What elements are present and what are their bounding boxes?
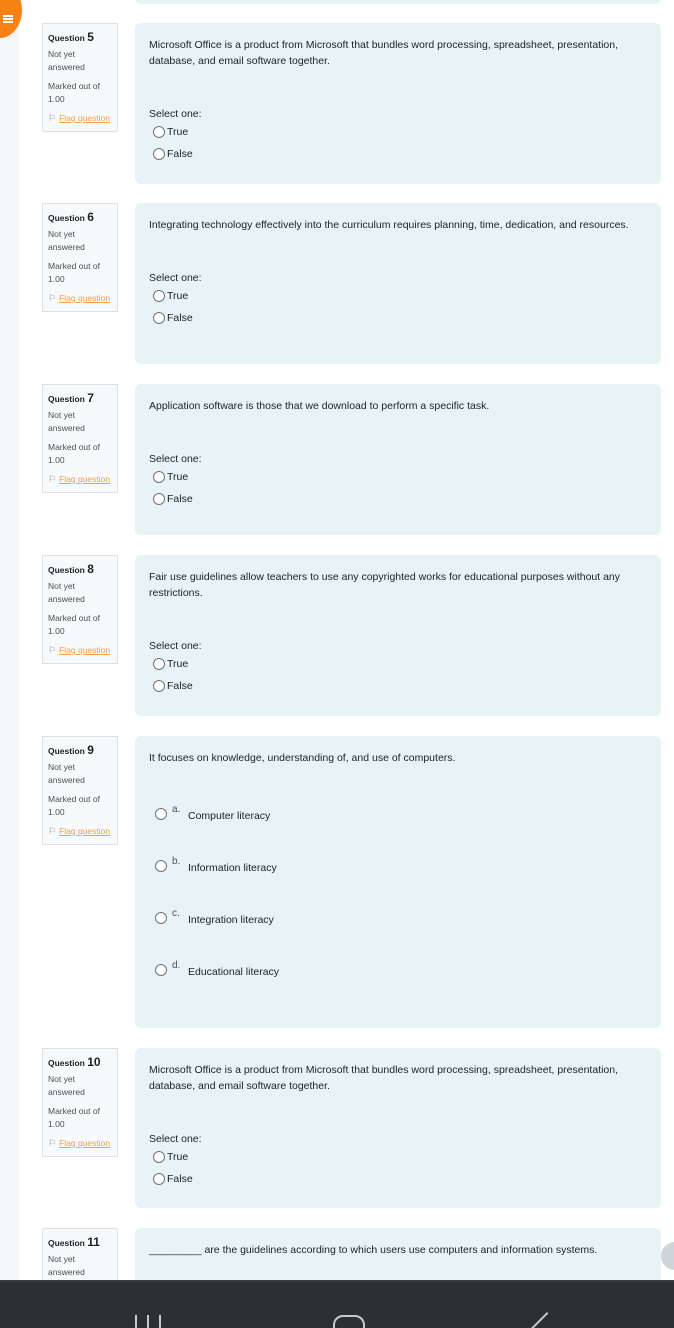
android-navigation-bar	[0, 1280, 674, 1328]
flag-question-link[interactable]: ⚐ Flag question	[48, 474, 111, 484]
flag-question-link[interactable]: ⚐ Flag question	[48, 1138, 111, 1148]
question-text: Application software is those that we download to perform a specific task.	[149, 400, 490, 412]
option-d[interactable]: d. Educational literacy	[155, 960, 647, 1012]
question-info	[42, 736, 118, 845]
radio-button[interactable]	[153, 680, 165, 692]
question-grade: Marked out of 1.00	[48, 442, 100, 465]
question-info	[42, 384, 118, 493]
question-state: Not yet answered	[48, 49, 85, 72]
question-info	[42, 23, 118, 132]
flag-icon: ⚐	[48, 474, 57, 484]
flag-icon: ⚐	[48, 113, 57, 123]
question-number: Question 8	[48, 562, 94, 576]
question-content	[135, 555, 661, 716]
question-state: Not yet answered	[48, 410, 85, 433]
question-number: Question 5	[48, 30, 94, 44]
radio-button[interactable]	[153, 471, 165, 483]
previous-question-content-edge	[135, 0, 661, 4]
question-state: Not yet answered	[48, 229, 85, 252]
question-content	[135, 1228, 661, 1288]
question-state: Not yet answered	[48, 1254, 85, 1277]
question-grade: Marked out of 1.00	[48, 794, 100, 817]
option-b[interactable]: b. Information literacy	[155, 856, 647, 908]
option-false[interactable]: False	[153, 488, 647, 510]
option-true[interactable]: True	[153, 1146, 647, 1168]
back-icon[interactable]	[526, 1312, 549, 1328]
question-grade: Marked out of 1.00	[48, 1106, 100, 1129]
radio-button[interactable]	[153, 126, 165, 138]
question-info	[42, 1048, 118, 1157]
question-grade: Marked out of 1.00	[48, 613, 100, 636]
question-content	[135, 203, 661, 364]
radio-button[interactable]	[153, 1173, 165, 1185]
select-one-prompt: Select one:	[149, 272, 202, 284]
flag-icon: ⚐	[48, 1138, 57, 1148]
scroll-to-top-button[interactable]	[661, 1242, 674, 1270]
radio-button[interactable]	[153, 1151, 165, 1163]
flag-question-link[interactable]: ⚐ Flag question	[48, 113, 111, 123]
question-state: Not yet answered	[48, 762, 85, 785]
option-false[interactable]: False	[153, 307, 647, 329]
home-icon[interactable]	[333, 1315, 365, 1328]
left-drawer-strip	[0, 0, 19, 1280]
option-true[interactable]: True	[153, 285, 647, 307]
radio-button[interactable]	[153, 493, 165, 505]
question-content	[135, 384, 661, 535]
radio-button[interactable]	[153, 148, 165, 160]
question-info	[42, 1228, 118, 1288]
question-number: Question 6	[48, 210, 94, 224]
option-true[interactable]: True	[153, 653, 647, 675]
question-number: Question 9	[48, 743, 94, 757]
option-true[interactable]: True	[153, 121, 647, 143]
question-content	[135, 1048, 661, 1208]
question-state: Not yet answered	[48, 1074, 85, 1097]
radio-button[interactable]	[155, 912, 167, 924]
radio-button[interactable]	[155, 860, 167, 872]
question-grade: Marked out of 1.00	[48, 261, 100, 284]
radio-button[interactable]	[155, 808, 167, 820]
flag-question-link[interactable]: ⚐ Flag question	[48, 645, 111, 655]
radio-button[interactable]	[153, 312, 165, 324]
flag-icon: ⚐	[48, 645, 57, 655]
radio-button[interactable]	[153, 658, 165, 670]
menu-list-icon	[3, 15, 13, 23]
question-grade: Marked out of 1.00	[48, 81, 100, 104]
question-text: Microsoft Office is a product from Microsoft that bundles word processing, spreadsheet, presentation, database, and email software together.	[149, 39, 619, 67]
radio-button[interactable]	[153, 290, 165, 302]
option-false[interactable]: False	[153, 675, 647, 697]
option-c[interactable]: c. Integration literacy	[155, 908, 647, 960]
option-false[interactable]: False	[153, 143, 647, 165]
question-text: _________ are the guidelines according to which users use computers and information systems.	[149, 1244, 598, 1256]
select-one-prompt: Select one:	[149, 640, 202, 652]
select-one-prompt: Select one:	[149, 1133, 202, 1145]
select-one-prompt: Select one:	[149, 453, 202, 465]
flag-question-link[interactable]: ⚐ Flag question	[48, 826, 111, 836]
question-number: Question 7	[48, 391, 94, 405]
recent-apps-icon[interactable]	[135, 1315, 163, 1328]
flag-icon: ⚐	[48, 826, 57, 836]
question-content	[135, 23, 661, 184]
question-info	[42, 203, 118, 312]
question-text: It focuses on knowledge, understanding of, and use of computers.	[149, 752, 456, 764]
question-info	[42, 555, 118, 664]
question-text: Fair use guidelines allow teachers to use any copyrighted works for educational purposes without any restrictions.	[149, 571, 621, 599]
flag-icon: ⚐	[48, 293, 57, 303]
question-text: Microsoft Office is a product from Microsoft that bundles word processing, spreadsheet, presentation, database, and email software together.	[149, 1064, 619, 1092]
option-true[interactable]: True	[153, 466, 647, 488]
question-number: Question 11	[48, 1235, 100, 1249]
option-false[interactable]: False	[153, 1168, 647, 1190]
question-state: Not yet answered	[48, 581, 85, 604]
select-one-prompt: Select one:	[149, 108, 202, 120]
question-content	[135, 736, 661, 1028]
option-a[interactable]: a. Computer literacy	[155, 804, 647, 856]
radio-button[interactable]	[155, 964, 167, 976]
question-number: Question 10	[48, 1055, 101, 1069]
flag-question-link[interactable]: ⚐ Flag question	[48, 293, 111, 303]
question-text: Integrating technology effectively into the curriculum requires planning, time, dedication, and resources.	[149, 219, 629, 231]
